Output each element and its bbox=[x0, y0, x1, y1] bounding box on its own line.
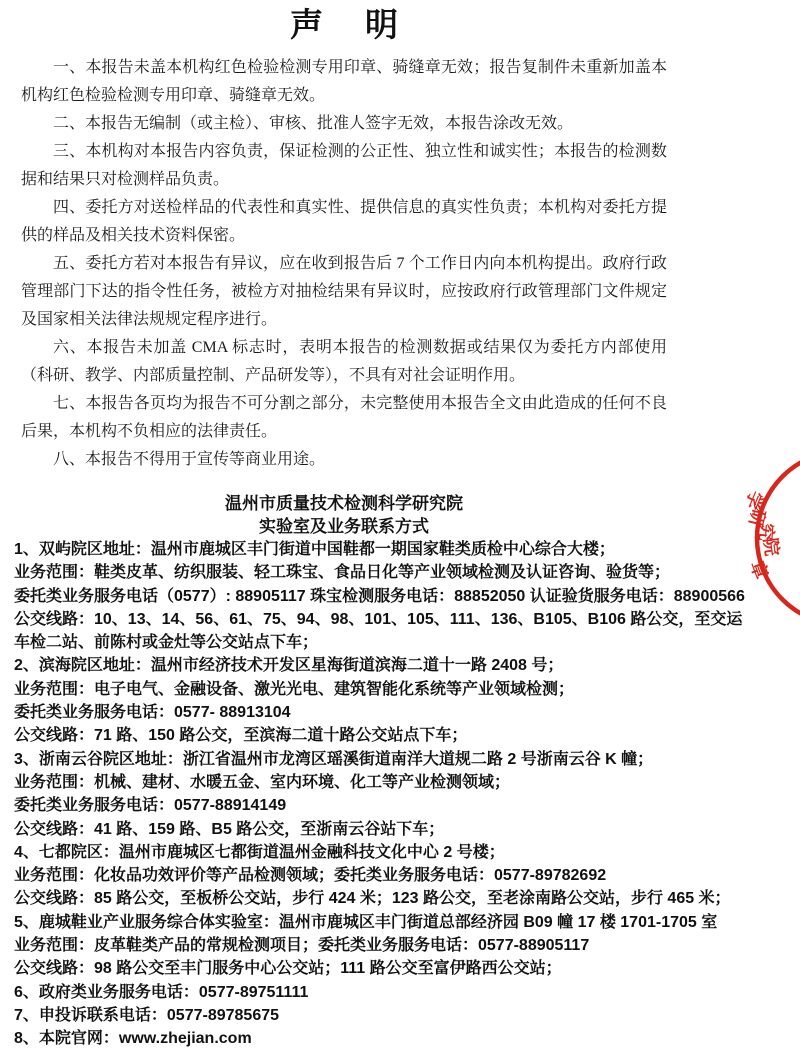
contact-line-campus2-phone: 委托类业务服务电话：0577- 88913104 bbox=[14, 704, 291, 722]
seal-char: 究 bbox=[755, 522, 777, 542]
official-seal-stamp bbox=[730, 450, 800, 620]
statement-item-2: 二、本报告无编制（或主检）、审核、批准人签字无效，本报告涂改无效。 bbox=[53, 115, 574, 132]
statements-section bbox=[21, 54, 667, 474]
contact-line-campus1-phones: 委托类业务服务电话（0577）: 88905117 珠宝检测服务电话：88852050 认证验货服务电话：88900566 bbox=[14, 587, 745, 605]
org-header bbox=[21, 492, 667, 538]
seal-char: 学 bbox=[741, 487, 767, 513]
statement-item-8: 八、本报告不得用于宣传等商业用途。 bbox=[53, 451, 326, 468]
contact-line-campus1-bus: 公交线路：10、13、14、56、61、75、94、98、101、105、111、136、B105、B106 路公交，至交运车检二站、前陈村或金灶等公交站点下车； bbox=[14, 610, 743, 652]
contact-line-campus4-bus: 公交线路：85 路公交，至板桥公交站，步行 424 米；123 路公交，至老涂南路公交站，步行 465 米； bbox=[14, 890, 731, 908]
statement-item-5: 五、委托方若对本报告有异议，应在收到报告后 7 个工作日内向本机构提出。政府行政管理部门下达的指令性任务，被检方对抽检结果有异议时，应按政府行政管理部门文件规定及国家相关法律法规规定程序进行。 bbox=[21, 255, 667, 328]
contact-line-campus5-scope: 业务范围：皮革鞋类产品的常规检测项目；委托类业务服务电话：0577-88905117 bbox=[14, 937, 590, 955]
contact-line-campus4-address: 4、七都院区：温州市鹿城区七都街道温州金融科技文化中心 2 号楼； bbox=[14, 843, 505, 861]
seal-char: 院 bbox=[759, 536, 783, 558]
org-name: 温州市质量技术检测科学研究院 bbox=[225, 494, 463, 513]
page-title-char-right: 明 bbox=[365, 6, 398, 43]
org-subtitle: 实验室及业务联系方式 bbox=[259, 517, 429, 536]
contact-line-campus3-scope: 业务范围：机械、建材、水暖五金、室内环境、化工等产业检测领域； bbox=[14, 773, 511, 791]
contact-line-campus2-scope: 业务范围：电子电气、金融设备、激光光电、建筑智能化系统等产业领域检测； bbox=[14, 680, 575, 698]
contact-section bbox=[14, 538, 754, 1051]
statement-item-3: 三、本机构对本报告内容负责，保证检测的公正性、独立性和诚实性；本报告的检测数据和结果只对检测样品负责。 bbox=[21, 143, 667, 188]
seal-char: 研 bbox=[745, 506, 769, 530]
statement-item-6: 六、本报告未加盖 CMA 标志时，表明本报告的检测数据或结果仅为委托方内部使用（科研、教学、内部质量控制、产品研发等），不具有对社会证明作用。 bbox=[21, 339, 667, 384]
contact-line-campus2-address: 2、滨海院区地址：温州市经济技术开发区星海街道滨海二道十一路 2408 号； bbox=[14, 657, 564, 675]
contact-line-campus4-scope: 业务范围：化妆品功效评价等产品检测领域；委托类业务服务电话：0577-89782692 bbox=[14, 867, 607, 885]
contact-line-campus3-address: 3、浙南云谷院区地址：浙江省温州市龙湾区瑶溪街道南洋大道规二路 2 号浙南云谷 K 幢； bbox=[14, 750, 654, 768]
statement-item-4: 四、委托方对送检样品的代表性和真实性、提供信息的真实性负责；本机构对委托方提供的样品及相关技术资料保密。 bbox=[21, 199, 667, 244]
contact-line-campus3-phone: 委托类业务服务电话：0577-88914149 bbox=[14, 797, 287, 815]
contact-line-campus5-bus: 公交线路：98 路公交至丰门服务中心公交站；111 路公交至富伊路西公交站； bbox=[14, 960, 562, 978]
page-title-char-left: 声 bbox=[290, 6, 323, 43]
contact-line-website: 8、本院官网：www.zhejian.com bbox=[14, 1030, 252, 1048]
contact-line-campus1-scope: 业务范围：鞋类皮革、纺织服装、轻工珠宝、食品日化等产业领域检测及认证咨询、验货等； bbox=[14, 564, 671, 582]
contact-line-campus1-address: 1、双屿院区地址：温州市鹿城区丰门街道中国鞋都一期国家鞋类质检中心综合大楼； bbox=[14, 541, 615, 558]
statement-item-1: 一、本报告未盖本机构红色检验检测专用印章、骑缝章无效；报告复制件未重新加盖本机构红色检验检测专用印章、骑缝章无效。 bbox=[21, 59, 667, 104]
contact-line-complaint-phone: 7、申投诉联系电话：0577-89785675 bbox=[14, 1006, 280, 1024]
statement-item-7: 七、本报告各页均为报告不可分割之部分，未完整使用本报告全文由此造成的任何不良后果，本机构不负相应的法律责任。 bbox=[21, 395, 667, 440]
contact-line-campus2-bus: 公交线路：71 路、150 路公交，至滨海二道十路公交站点下车； bbox=[14, 727, 468, 745]
seal-char: 章 bbox=[746, 558, 772, 582]
contact-line-campus3-bus: 公交线路：41 路、159 路、B5 路公交，至浙南云谷站下车； bbox=[14, 820, 445, 838]
contact-line-gov-phone: 6、政府类业务服务电话：0577-89751111 bbox=[14, 983, 309, 1001]
seal-arc-icon bbox=[730, 450, 800, 620]
contact-line-campus5-address: 5、鹿城鞋业产业服务综合体实验室：温州市鹿城区丰门街道总部经济园 B09 幢 17 楼 1701-1705 室 bbox=[14, 913, 718, 931]
page-title bbox=[21, 5, 667, 45]
